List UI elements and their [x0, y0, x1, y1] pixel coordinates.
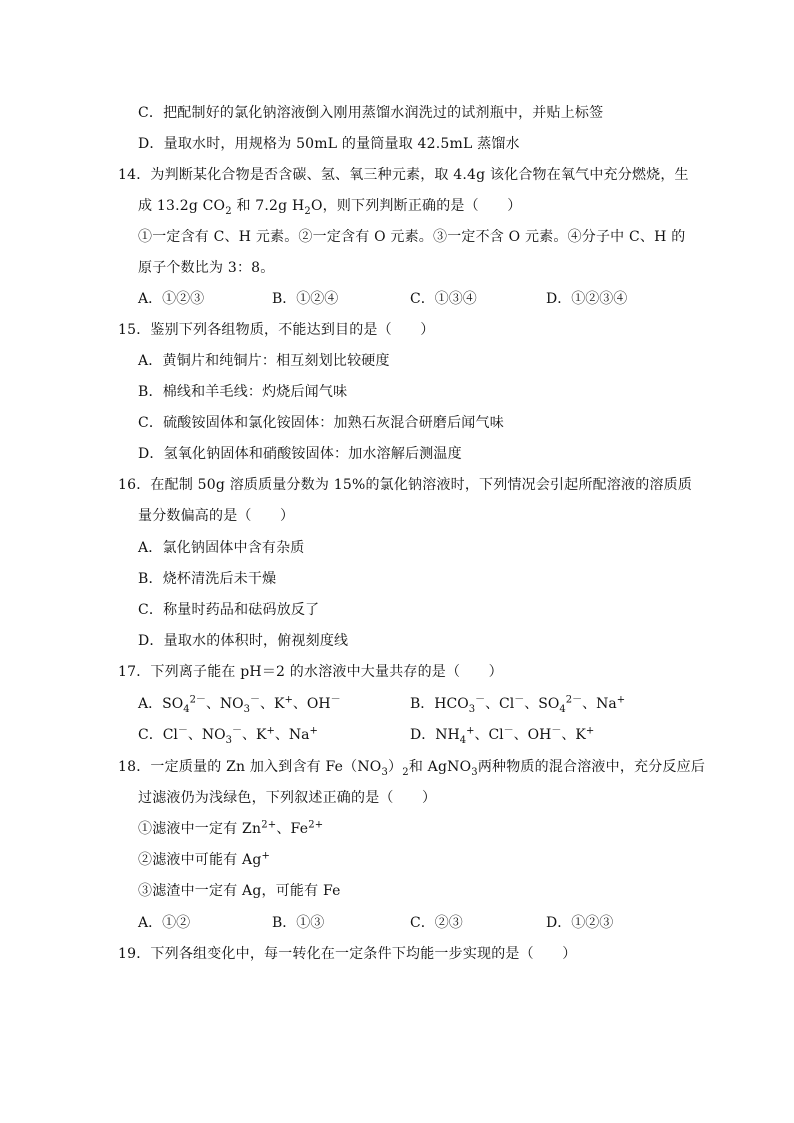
q16-option-c: C．称量时药品和砝码放反了	[138, 602, 320, 618]
q15-option-c: C．硫酸铵固体和氯化铵固体：加熟石灰混合研磨后闻气味	[138, 415, 504, 431]
q16-option-d: D．量取水的体积时，俯视刻度线	[138, 633, 349, 649]
q14-option-c: C．①③④	[410, 291, 477, 307]
q16-option-a: A．氯化钠固体中含有杂质	[138, 540, 305, 556]
q18-option-a: A．①②	[138, 915, 191, 931]
q14-option-b: B．①②④	[272, 291, 339, 307]
q15-stem: 15．鉴别下列各组物质，不能达到目的是（ ）	[118, 322, 435, 338]
q18-stem-line1: 18．一定质量的 Zn 加入到含有 $Fe(NO_3)_2$和 AgNO$_3$两种物质的混合溶液中，充分反应后	[118, 759, 706, 778]
q18-option-b: B．①③	[272, 915, 325, 931]
q13-option-c: C．把配制好的氯化钠溶液倒入刚用蒸馏水润洗过的试剂瓶中，并贴上标签	[138, 105, 604, 121]
q17-option-b: B．$HCO_3^-$、Cl－、$SO_4^{2-}$、Na+	[410, 694, 626, 715]
q14-stem-line1: 14．为判断某化合物是否含碳、氢、氧三种元素，取 4.4g 该化合物在氧气中充分燃烧，生	[118, 167, 689, 183]
q14-statements-line2: 原子个数比为 3：8。	[138, 260, 275, 276]
q15-option-a: A．黄铜片和纯铜片：相互刻划比较硬度	[138, 353, 390, 369]
q16-stem-line2: 量分数偏高的是（ ）	[138, 508, 295, 524]
q18-statement-3: ③滤渣中一定有 Ag，可能有 Fe	[138, 883, 341, 899]
q14-statements-line1: ①一定含有 C、H 元素。②一定含有 O 元素。③一定不含 O 元素。④分子中 C、H 的	[138, 229, 686, 245]
q17-stem: 17．下列离子能在 pH＝2 的水溶液中大量共存的是（ ）	[118, 664, 503, 680]
q18-stem-line2: 过滤液仍为浅绿色，下列叙述正确的是（ ）	[138, 790, 437, 806]
q18-statement-1: ①滤液中一定有 $Zn^{2+}$、$Fe^{2+}$	[138, 819, 324, 837]
q14-option-d: D．①②③④	[546, 291, 628, 307]
q15-option-d: D．氢氧化钠固体和硝酸铵固体：加水溶解后测温度	[138, 446, 462, 462]
q13-option-d: D．量取水时，用规格为 50mL 的量筒量取 42.5mL 蒸馏水	[138, 136, 520, 152]
q16-stem-line1: 16．在配制 50g 溶质质量分数为 15%的氯化钠溶液时，下列情况会引起所配溶液的溶质质	[118, 477, 693, 493]
q18-statement-2: ②滤液中可能有 Ag+	[138, 850, 271, 868]
q16-option-b: B．烧杯清洗后未干燥	[138, 571, 277, 587]
q14-option-a: A．①②③	[138, 291, 205, 307]
q17-option-d: D．$NH_4^+$、Cl－、OH－、K+	[410, 725, 595, 746]
q15-option-b: B．棉线和羊毛线：灼烧后闻气味	[138, 384, 348, 400]
q17-option-c: C．Cl－、$NO_3^-$、K+、Na+	[138, 725, 318, 746]
q19-stem: 19．下列各组变化中，每一转化在一定条件下均能一步实现的是（ ）	[118, 946, 577, 962]
q14-stem-line2: 成 13.2g $CO_2$ 和 7.2g $H_2O$，则下列判断正确的是（ ）	[138, 198, 522, 217]
q18-option-c: C．②③	[410, 915, 463, 931]
q17-option-a: A．$SO_4^{2-}$、$NO_3^-$、K+、OH－	[138, 694, 341, 715]
q18-option-d: D．①②③	[546, 915, 614, 931]
